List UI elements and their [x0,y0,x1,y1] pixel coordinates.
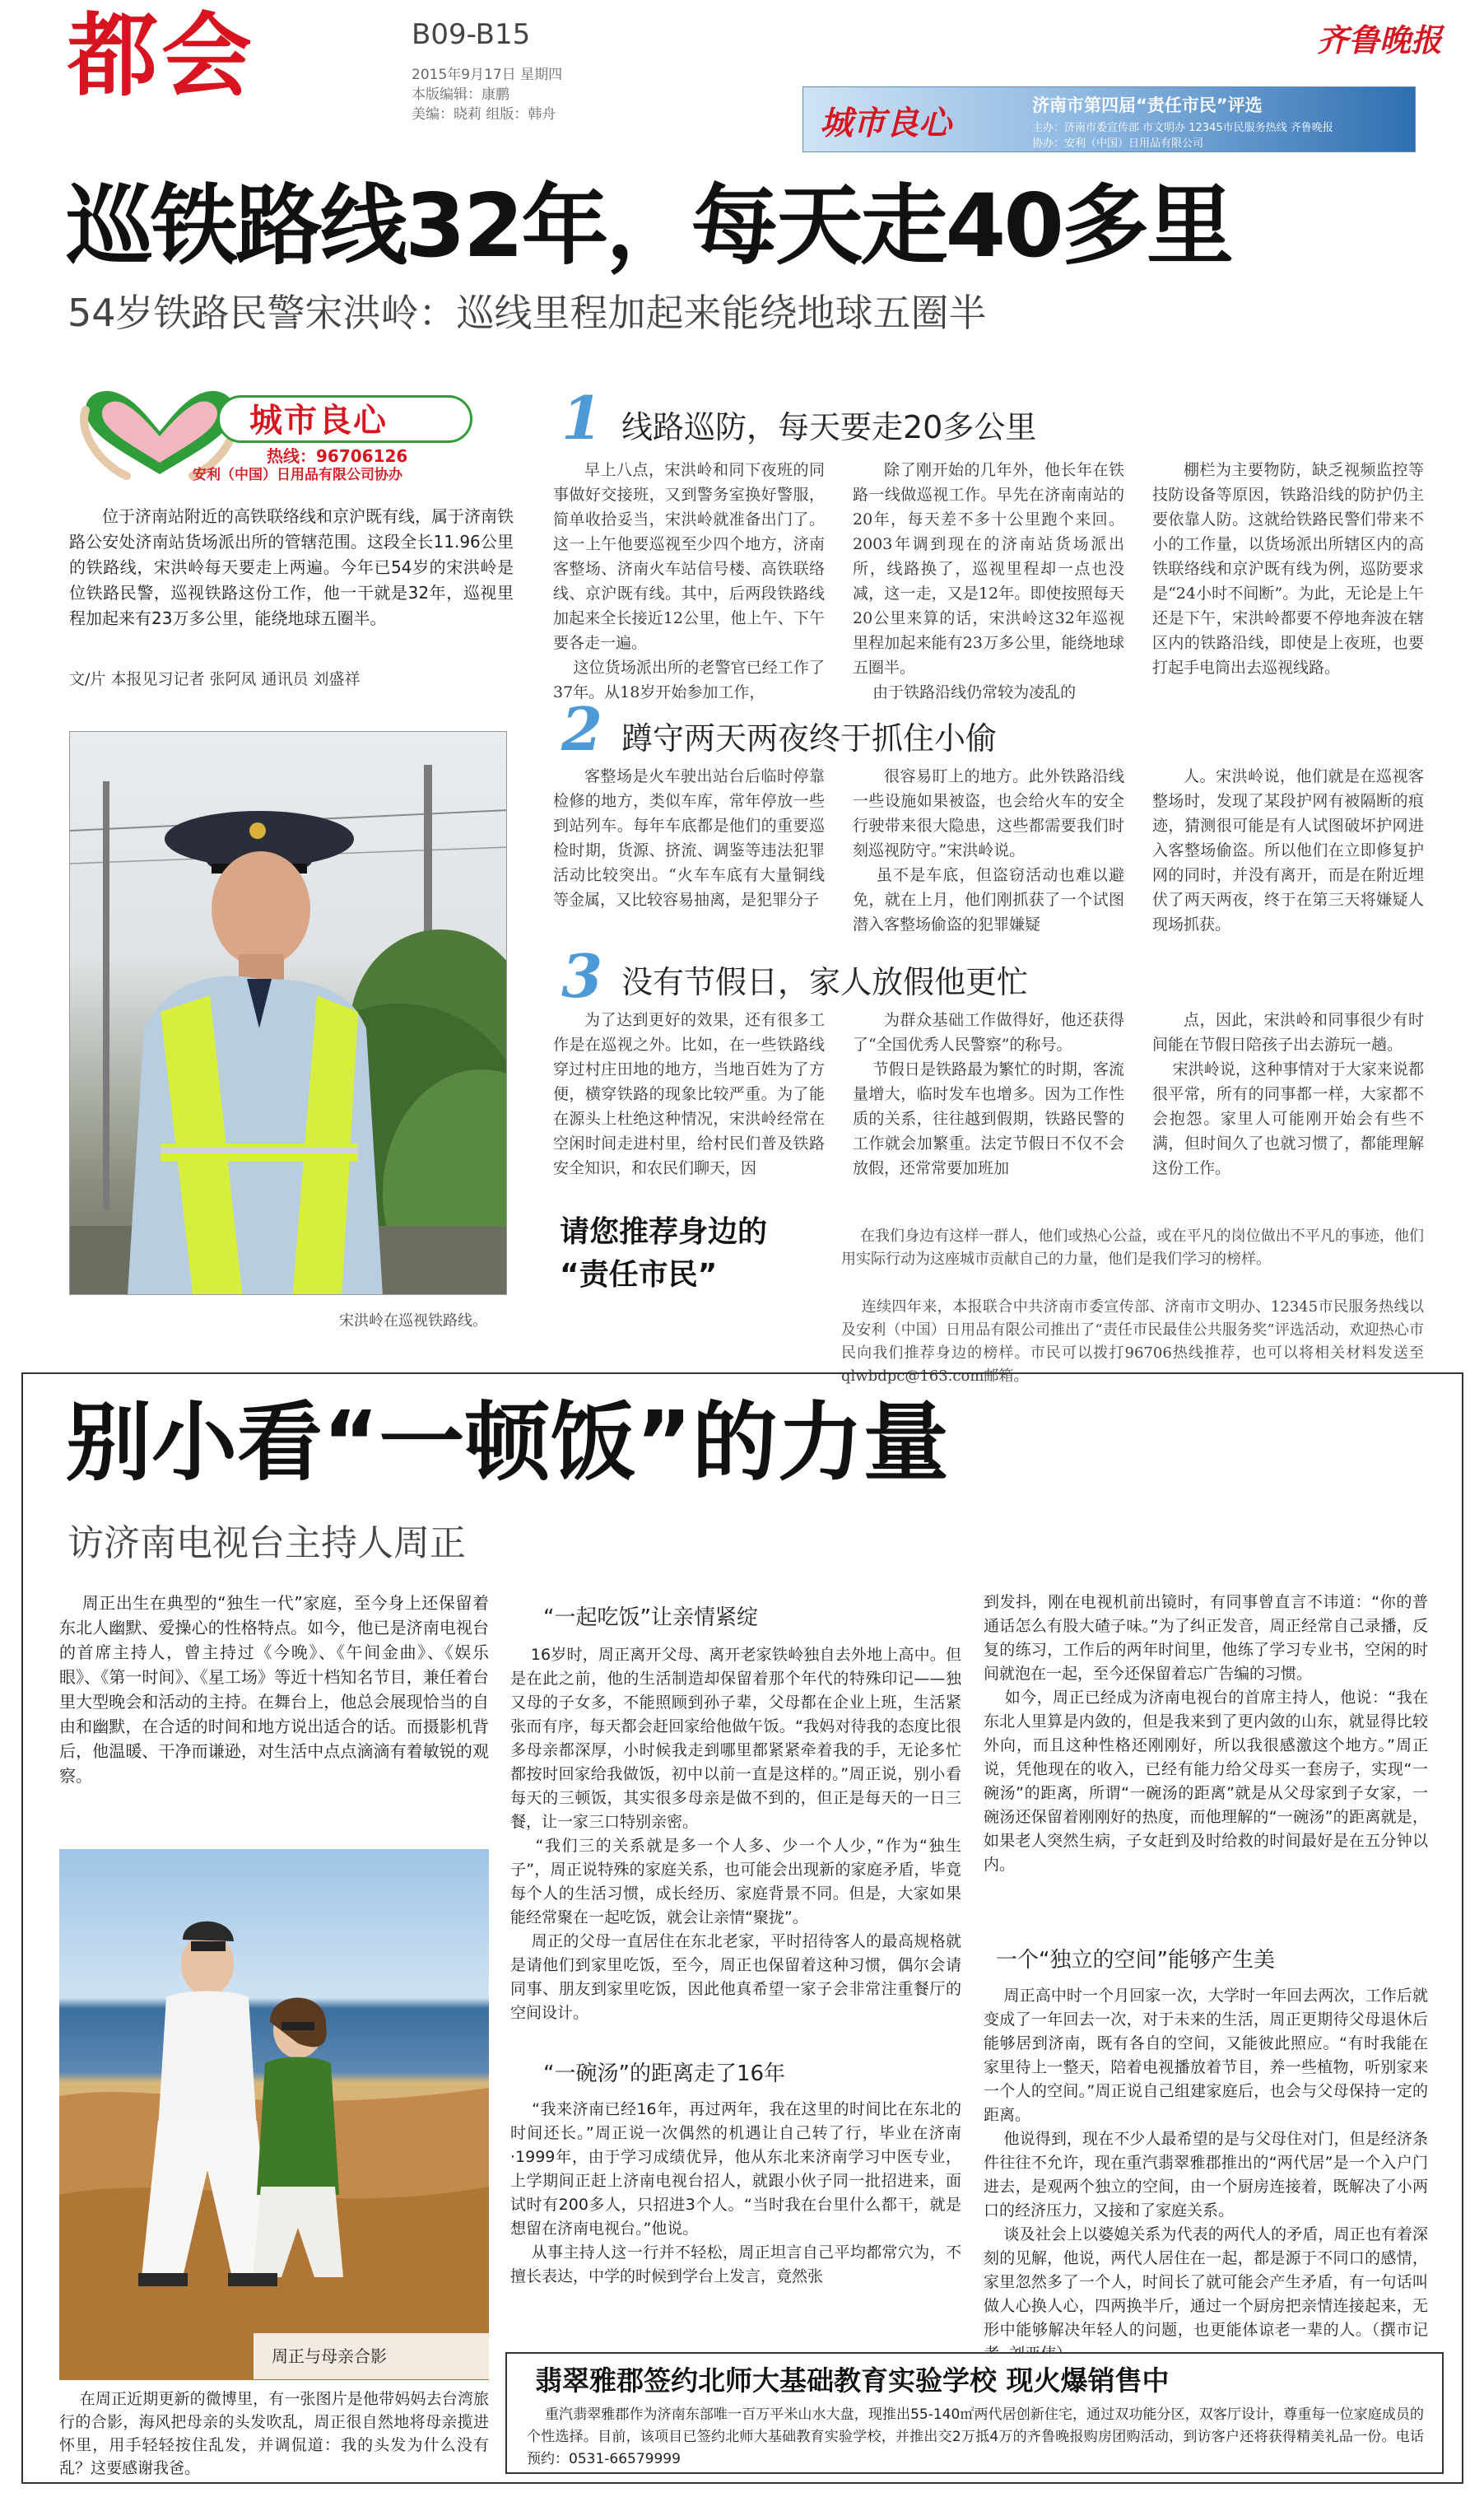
section-1-number: 1 [561,383,603,453]
story2-section-3-title: 一个“独立的空间”能够产生美 [996,1948,1275,1973]
recommend-para-2: 连续四年来，本报联合中共济南市委宣传部、济南市文明办、12345市民服务热线以及安利（中国）日用品有限公司推出了“责任市民最佳公共服务奖”评选活动，欢迎热心市民向我们推荐身边的榜样。市民可以拨打96706热线推荐，也可以将相关材料发送至qlwbdpc@163.com邮箱。 [841,1298,1424,1385]
section-3-col-3: 点，因此，宋洪岭和同事很少有时间能在节假日陪孩子出去游玩一趟。 宋洪岭说，这种事情对于大家来说都很平常，所有的同事都一样，大家都不会抱怨。家里人可能刚开始会有些不满，但时间久了也就习惯了，都能理解这份工作。 [1152,1011,1424,1177]
ad-body: 重汽翡翠雅郡作为济南东部唯一百万平米山水大盘，现推出55-140㎡两代居创新住宅，通过双功能分区，双客厅设计，尊重每一位家庭成员的个性选择。目前，该项目已签约北师大基础教育实验学校，并推出交2万抵4万的齐鲁晚报购房团购活动，到访客户还将获得精美礼品一份。电话预约：0531-66579999 [527,2406,1424,2467]
recommend-title-line2: “责任市民” [560,1258,718,1292]
story2-section-3-body: 周正高中时一个月回家一次，大学时一年回去两次，工作后就变成了一年回去一次，对于未来的生活，周正更期待父母退休后能够居到济南，既有各自的空间，又能彼此照应。“有时我能在家里待上一整天，陪着电视播放着节目，养一些植物，听别家来一个人的空间。”周正说自己组建家庭后，也会与父母保持一定的距离。 他说得到，现在不少人最希望的是与父母住对门，但是经济条件往往不允许，现在重汽翡翠雅郡推出的“两代居”是一个入户门进去，是观两个独立的空间，由一个厨房连接着，既解决了小两口的经济压力，又接和了家庭关系。 谈及社会上以婆媳关系为代表的两代人的矛盾，周正也有着深刻的见解，他说，两代人居住在一起，都是源于不同口的感情，家里忽然多了一个人，时间长了就可能会产生矛盾，有一句话叫做人心换人心，四两换半斤，通过一个厨房把亲情连接起来，无形中能够解决年轻人的问题，也更能体谅老一辈的人。（撰市记 [984,1987,1428,2339]
story2-section-2-title: “一碗汤”的距离走了16年 [543,2061,786,2086]
story1-lead: 位于济南站附近的高铁联络线和京沪既有线，属于济南铁路公安处济南站货场派出所的管辖范围。这段全长11.96公里的铁路线，宋洪岭每天要走上两遍。今年已54岁的宋洪岭是位铁路民警，巡视铁路这份工作，他一干就是32年，巡视里程加起来有23万多公里，能绕地球五圈半。 [69,506,514,628]
badge-title: 城市良心 [249,402,388,440]
policeman-photo [69,731,507,1295]
header-banner [802,86,1416,152]
city-conscience-badge [69,384,481,482]
section-1-col-2: 除了刚开始的几年外，他长年在铁路一线做巡视工作。早先在济南南站的20年，每天差不多十公里跑个来回。2003年调到现在的济南站货场派出所，线路换了，巡视里程却一点也没减，这一走，又是12年。即使按照每天20公里来算的话，宋洪岭这32年巡视里程加起来能有23万多公里，能绕地球五圈半。 由于铁路沿线仍常较为凌乱的 [853,461,1124,701]
section-3-number: 3 [561,941,603,1011]
story2-section-1-title: “一起吃饭”让亲情紧绽 [543,1605,758,1630]
section-2-title: 蹲守两天两夜终于抓住小偷 [621,720,998,757]
story1-subhead: 54岁铁路民警宋洪岭：巡线里程加起来能绕地球五圈半 [67,291,987,335]
badge-pill [217,395,472,443]
banner-co: 协办：安利（中国）日用品有限公司 [1032,137,1204,150]
ad-title: 翡翠雅郡签约北师大基础教育实验学校 现火爆销售中 [535,2364,1170,2397]
mother-son-illustration [59,1849,489,2380]
badge-sponsor: 安利（中国）日用品有限公司协办 [193,467,402,483]
story1-byline: 文/片 本报见习记者 张阿凤 通讯员 刘盛祥 [69,670,361,688]
badge-hotline: 热线：96706126 [267,446,408,466]
banner-brand: 城市良心 [820,104,951,142]
section-2-col-1: 客整场是火车驶出站台后临时停靠检修的地方，类似车库，常年停放一些到站列车。每年车底都是他们的重要巡检时期，货源、挤流、调鉴等违法犯罪活动比较突出。“火车车底有大量铜线等金属，又比较容易抽离，是犯罪分子 [553,767,825,909]
section-1-col-1: 早上八点，宋洪岭和同下夜班的同事做好交接班，又到警务室换好警服，简单收拾妥当，宋洪岭就准备出门了。这一上午他要巡视至少四个地方，济南客整场、济南火车站信号楼、高铁联络线、京沪既有线。其中，后两段铁路线加起来全长接近12公里，他上午、下午要各走一遍。 这位货场派出所的老警官已经工作了37年。从18岁开始参加工作， [553,461,825,701]
section-3-title: 没有节假日，家人放假他更忙 [621,964,1029,1000]
story1-headline: 巡铁路线32年，每天走40多里 [66,175,1232,277]
section-2-number: 2 [561,694,603,764]
section-2-col-2: 很容易盯上的地方。此外铁路沿线一些设施如果被盗，也会给火车的安全行驶带来很大隐患，这些都需要我们时刻巡视防守。”宋洪岭说。 虽不是车底，但盗窃活动也难以避免，就在上月，他们刚抓获了一个试图潜入客整场偷盗的犯罪嫌疑 [853,767,1124,934]
policeman-photo-caption: 宋洪岭在巡视铁路线。 [339,1312,487,1330]
story2-photo-note: 在周正近期更新的微博里，有一张图片是他带妈妈去台湾旅行的合影，海风把母亲的头发吹乱，周正很自然地将母亲揽进怀里，用手轻轻按住乱发，并调侃道：我的头发为什么没有乱？这要感谢我爸。 [59,2390,489,2477]
page-design: 美编：晓莉 组版：韩舟 [412,106,556,123]
banner-host: 主办：济南市委宣传部 市文明办 12345市民服务热线 齐鲁晚报 [1032,122,1333,134]
story2-headline: 别小看“一顿饭”的力量 [66,1392,949,1493]
section-1-col-3: 棚栏为主要物防，缺乏视频监控等技防设备等原因，铁路沿线的防护仍主要依靠人防。这就给铁路民警们带来不小的工作量，以货场派出所辖区内的高铁联络线和京沪既有线为例，巡防要求是“24小时不间断”。为此，无论是上午还是下午，宋洪岭都要不停地奔波在辖区内的铁路沿线，即使是上夜班，也要打起手电筒出去巡视线路。 [1152,461,1424,677]
banner-title: 济南市第四届“责任市民”评选 [1032,96,1263,115]
recommend-title-line1: 请您推荐身边的 [560,1215,768,1249]
section-1-title: 线路巡防，每天要走20多公里 [621,409,1037,445]
issue-date: 2015年9月17日 星期四 [412,67,563,83]
page-range: B09-B15 [412,18,531,51]
policeman-illustration [70,732,507,1295]
mother-son-photo [59,1849,489,2380]
mother-son-caption: 周正与母亲合影 [272,2346,387,2366]
page-editor: 本版编辑：康鹏 [412,86,509,103]
section-2-col-3: 人。宋洪岭说，他们就是在巡视客整场时，发现了某段护网有被隔断的痕迹，猜测很可能是有人试图破坏护网进入客整场偷盗。所以他们在立即修复护网的同时，并没有离开，而是在附近埋伏了两天两夜，终于在第三天将嫌疑人现场抓获。 [1152,767,1424,934]
paper-logo: 齐鲁晚报 [1317,21,1443,58]
section-3-col-1: 为了达到更好的效果，还有很多工作是在巡视之外。比如，在一些铁路线穿过村庄田地的地方，当地百姓为了方便，横穿铁路的现象比较严重。为了能在源头上杜绝这种情况，宋洪岭经常在空闲时间走进村里，给村民们普及铁路安全知识，和农民们聊天，因 [553,1011,825,1177]
story2-section-2-body: “我来济南已经16年，再过两年，我在这里的时间比在东北的时间还长。”周正说一次偶然的机遇让自己转了行，毕业在济南·1999年，由于学习成绩优异，他从东北来济南学习中医专业，上学期间正赶上济南电视台招人，就跟小伙子同一批招进来，面试时有200多人，只招进3个人。“当时我在台里什么都干，就是想留在济南电视台。”他说。 从事主持人这一行并不轻松，周正坦言自己平均都常穴为，不擅长表达，中学的时候到学台上发言，竟然张 [510,2100,961,2285]
story2-col3-top: 到发抖，刚在电视机前出镜时，有同事曾直言不讳道：“你的普通话怎么有股大碴子味。”为了纠正发音，周正经常自己录播，反复的练习，工作后的两年时间里，他练了学习专业书，空闲的时间就泡在一起，至今还保留着忘广告编的习惯。 如今，周正已经成为济南电视台的首席主持人，他说：“我在东北人里算是内敛的，但是我来到了更内敛的山东，就显得比较外向，而且这种性格还刚刚好，所以我很感激这个地方。”周正说，凭他现在的收入，已经有能力给父母买一套房子，实现“一碗汤”的距离，所谓“一碗汤的距离”就是从父母家到子女家，一碗汤还保留着刚刚好的热度，而他理解的“一碗汤”的距离就是，如果老人突然生病，子女赶到及时给救的时间最好是在五分钟以内。 [984,1593,1428,1874]
story2-lead: 周正出生在典型的“独生一代”家庭，至今身上还保留着东北人幽默、爱操心的性格特点。如今，他已是济南电视台的首席主持人，曾主持过《今晚》、《午间金曲》、《娱乐眼》、《第一时间》、《星工场》等近十档知名节目，兼任着台里大型晚会和活动的主持。在舞台上，他总会展现恰当的自由和幽默，在合适的时间和地方说出适合的话。而摄影机背后，他温暖、干净而谦逊，对生活中点点滴滴有着敏锐的观察。 [59,1593,489,1786]
section-3-col-2: 为群众基础工作做得好，他还获得了“全国优秀人民警察”的称号。 节假日是铁路最为繁忙的时期，客流量增大，临时发车也增多。因为工作性质的关系，往往越到假期，铁路民警的工作就会加繁重。法定节假日不仅不会放假，还常常要加班加 [853,1011,1124,1177]
story2-subhead: 访济南电视台主持人周正 [67,1522,466,1564]
story2-section-1-body: 16岁时，周正离开父母、离开老家铁岭独自去外地上高中。但是在此之前，他的生活制造却保留着那个年代的特殊印记——独又母的子女多，不能照顾到孙子辈，父母都在企业上班，生活紧张而有序，每天都会赶回家给他做午饭。“我妈对待我的态度比很多母亲都深厚，小时候我走到哪里都紧紧牵着我的手，无论多忙都按时回家给我做饭，初中以前一直是这样的。”周正说，别小看每天的三顿饭，其实很多母亲是做不到的，但正是每天的一日三餐，让一家三口特别亲密。 “我们三的关系就是多一个人多、少一个人少，”作为“独生子”，周正说特殊的家庭关系，也可能会出现新的家庭矛盾，毕竟每个人的生活习惯，成长经历、家庭背景不同。但是，大家如果能经常聚在一起吃饭，就会让亲情“聚拢”。 周正的父母一直居住在东北老家，平时招待客人的最高规格就是请他们到家里吃饭，至今，周正也保留着这种习惯，偶尔会请同事、朋友到家里吃饭，因此他真希望一家子会非常注重餐厅的空间设计。 [510,1646,961,2022]
section-title: 都会 [67,3,255,109]
recommend-para-1: 在我们身边有这样一群人，他们或热心公益，或在平凡的岗位做出不平凡的事迹，他们用实际行动为这座城市贡献自己的力量，他们是我们学习的榜样。 [841,1228,1424,1268]
